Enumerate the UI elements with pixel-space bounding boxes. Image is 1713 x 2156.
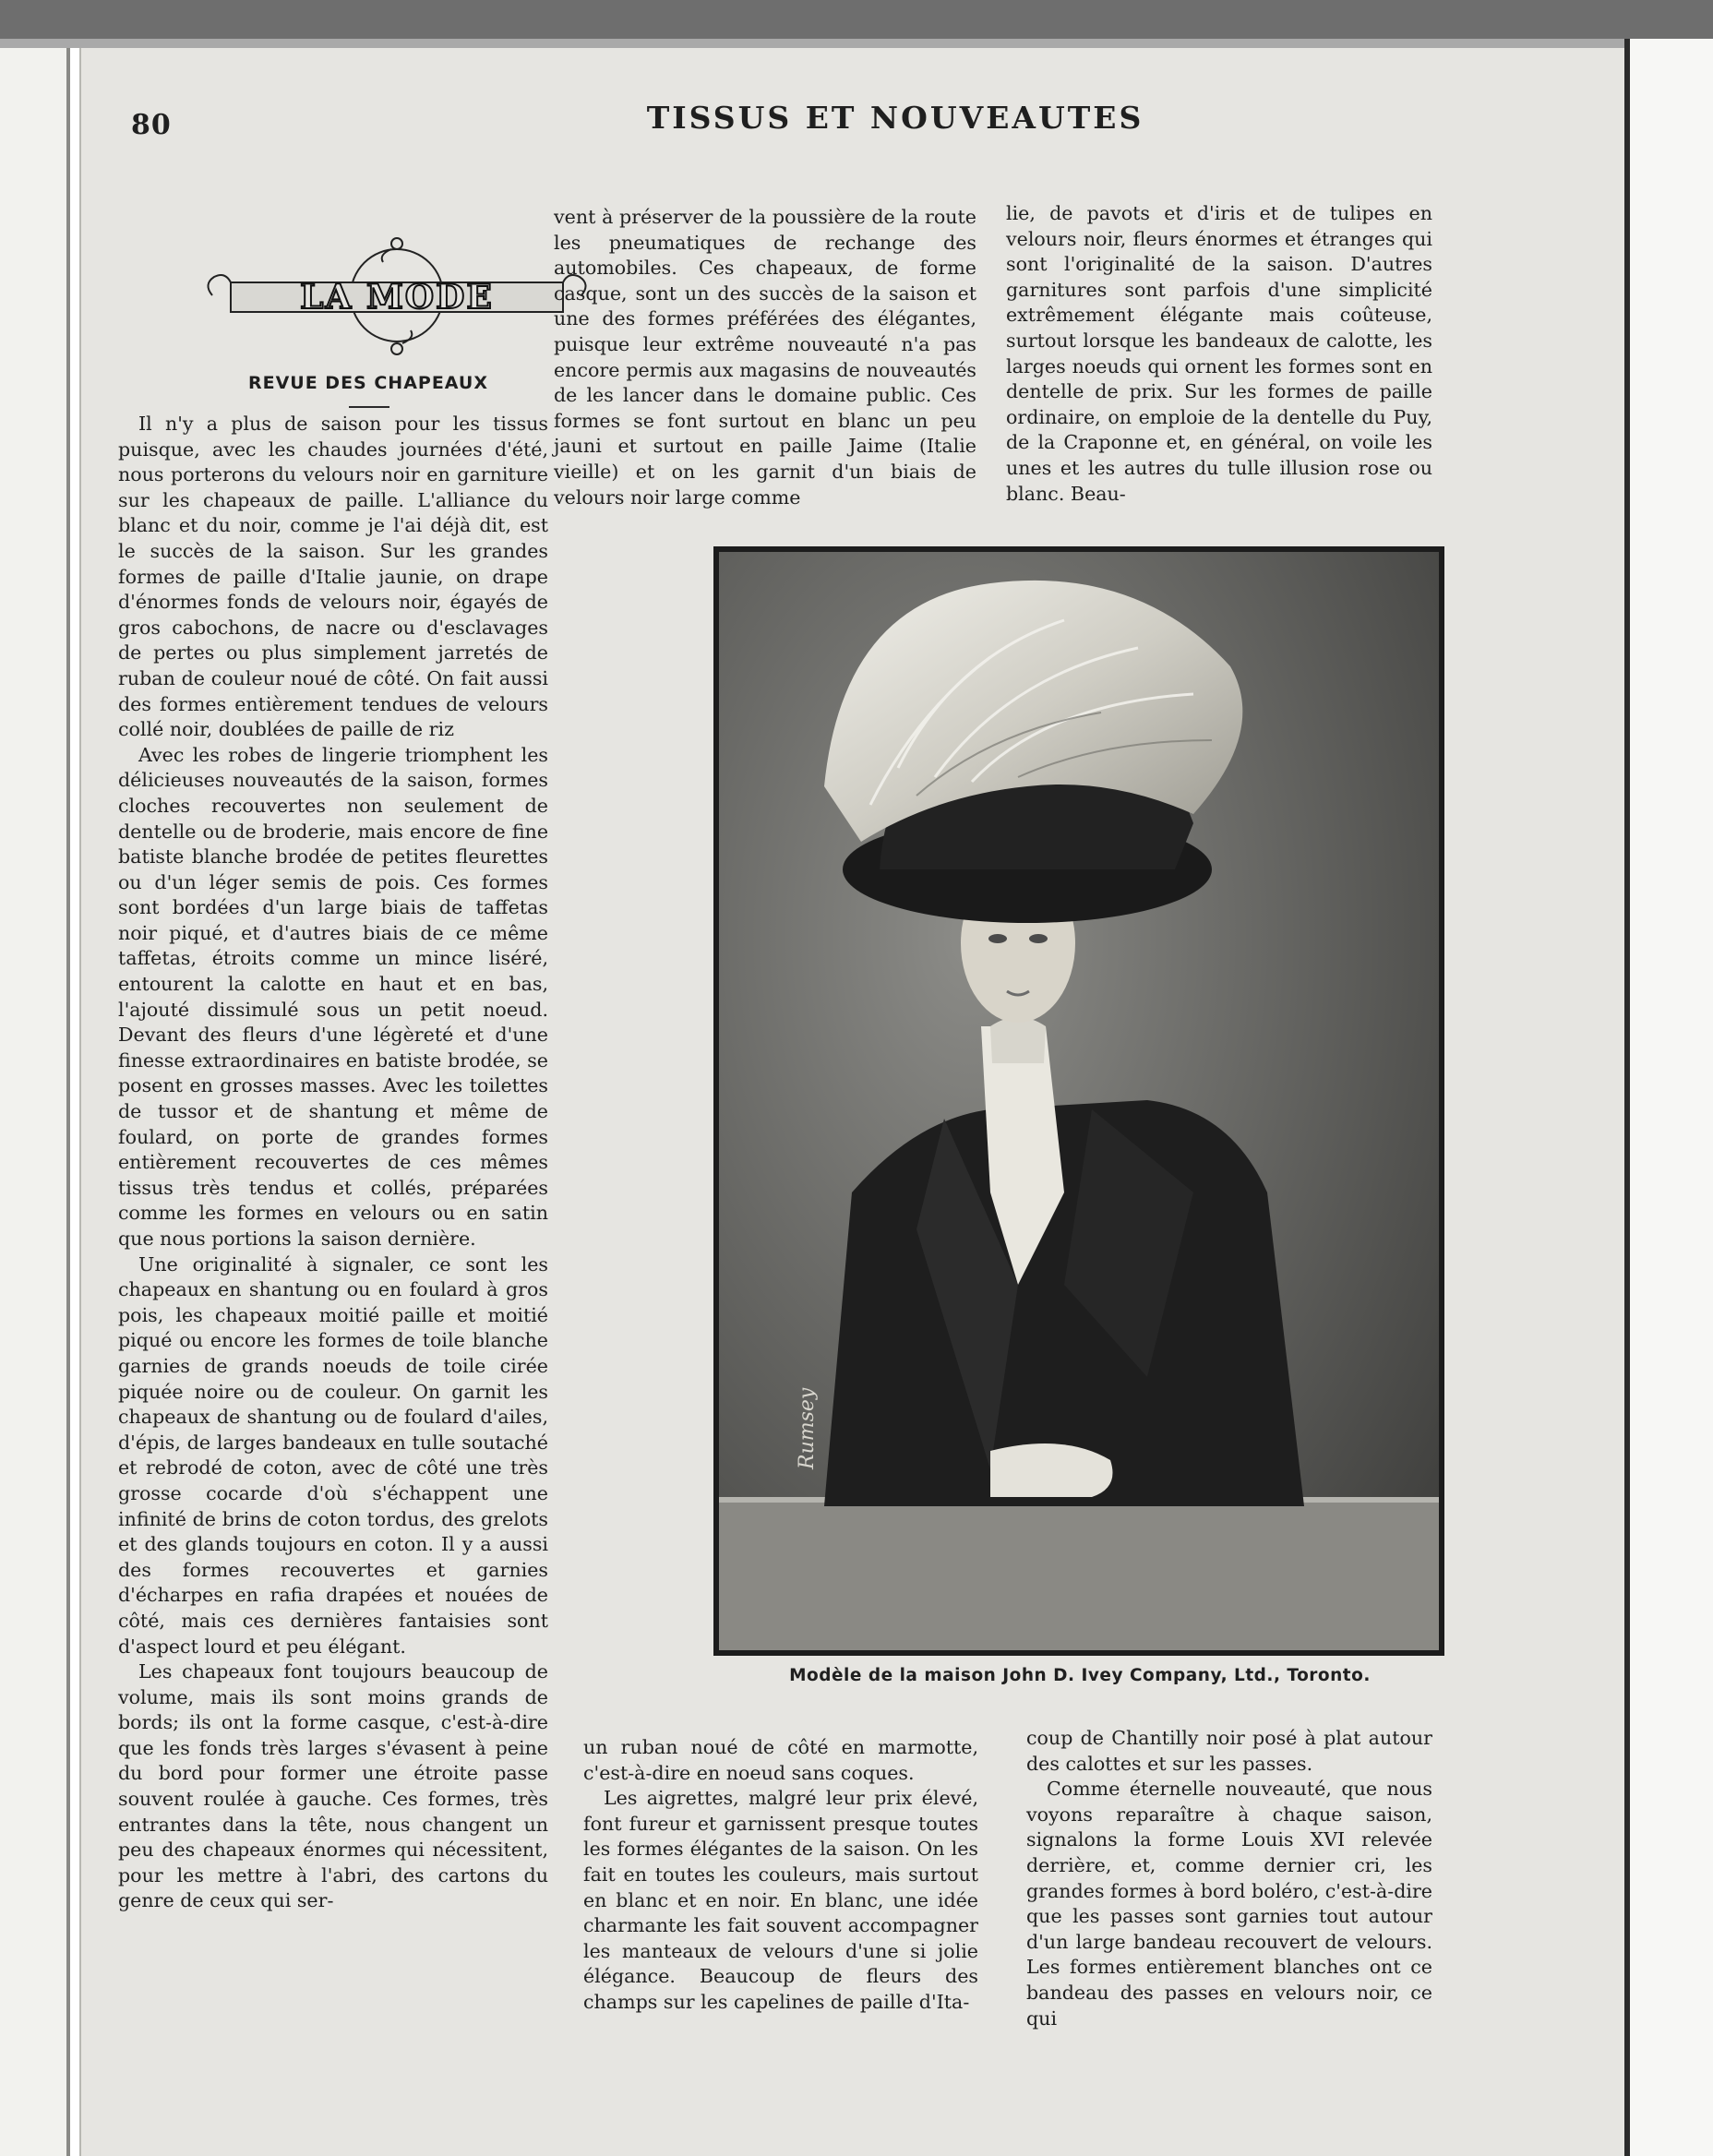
la-mode-logo bbox=[194, 229, 600, 363]
article-column-3-top bbox=[1006, 201, 1432, 507]
portrait-photograph bbox=[713, 546, 1444, 1656]
article-column-1 bbox=[118, 412, 548, 1914]
scan-left-margin bbox=[0, 48, 66, 2156]
photo-caption: Modèle de la maison John D. Ivey Company, Ltd., Toronto. bbox=[789, 1666, 1371, 1685]
scan-top-border bbox=[0, 0, 1713, 39]
photo-signature: Rumsey bbox=[796, 1387, 819, 1469]
col1-paragraph-2: Avec les robes de lingerie triomphent les délicieuses nouveautés de la saison, formes cloches recouvertes non seulement de dentelle ou de broderie, mais encore de fine batiste blanche brodée de petites fleurettes ou d'un léger semis de pois. Ces formes sont bordées d'un large biais de taffetas noir piqué, et d'autres biais de ce même taffetas, étroits comme un mince liséré, entourent la calotte en haut et en bas, l'ajouté dissimulé sous un petit noeud. Devant des fleurs d'une légèreté et d'une finesse extraordinaires en batiste brodée, se posent en grosses masses. Avec les toilettes de tussor et de shantung et même de foulard, on porte de grandes formes entièrement recouvertes de ces mêmes tissus très tendus et collés, préparées comme les formes en velours ou en satin que nous portions la saison dernière. bbox=[118, 743, 548, 1250]
col3-bottom-paragraph-2: Comme éternelle nouveauté, que nous voyons reparaître à chaque saison, signalons la forme Louis XVI relevée derrière, et, comme dernier cri, les grandes formes à bord boléro, c'est-à-dire que les passes sont garnies tout autour d'un large bandeau recouvert de velours. Les formes entièrement blanches ont ce bandeau des passes en velours noir, ce qui bbox=[1026, 1778, 1432, 2030]
article-column-2-top bbox=[554, 205, 976, 510]
section-heading: REVUE DES CHAPEAUX bbox=[247, 373, 489, 393]
col1-paragraph-3: Une originalité à signaler, ce sont les chapeaux en shantung ou en foulard à gros pois, les chapeaux moitié paille et moitié piqué ou encore les formes de toile blanche garnies de grands noeuds de toile cirée piquée noire ou de couleur. On garnit les chapeaux de shantung ou de foulard d'ailes, d'épis, de larges bandeaux en tulle soutaché et rebrodé de coton, avec de côté une très grosse cocarde d'où s'échappent une infinité de brins de coton tordus, des grelots et des glands toujours en coton. Il y a aussi des formes recouvertes et garnies d'écharpes en rafia drapées et nouées de côté, mais ces dernières fantaisies sont d'aspect lourd et peu élégant. bbox=[118, 1252, 548, 1658]
col1-paragraph-4: Les chapeaux font toujours beaucoup de volume, mais ils sont moins grands de bords; ils ont la forme casque, c'est-à-dire que les fonds très larges s'évasent à peine du bord pour former une étroite passe souvent roulée à gauche. Ces formes, très entrantes dans la tête, nous changent un peu des chapeaux énormes qui nécessitent, pour les mettre à l'abri, des cartons du genre de ceux qui ser- bbox=[118, 1660, 548, 1912]
col2-bottom-paragraph-2: Les aigrettes, malgré leur prix élevé, font fureur et garnissent presque toutes les formes élégantes de la saison. On les fait en toutes les couleurs, mais surtout en blanc et en noir. En blanc, une idée charmante les fait souvent accompagner les manteaux de velours d'une si jolie élégance. Beaucoup de fleurs des champs sur les capelines de paille d'Ita- bbox=[583, 1787, 978, 2013]
page-stack-edge bbox=[66, 48, 70, 2156]
running-title: TISSUS ET NOUVEAUTES bbox=[646, 100, 1144, 136]
heading-rule bbox=[349, 406, 389, 408]
col2-bottom-paragraph-1: un ruban noué de côté en marmotte, c'est-à-dire en noeud sans coques. bbox=[583, 1736, 978, 1784]
col3-top-text: lie, de pavots et d'iris et de tulipes en velours noir, fleurs énormes et étranges qui sont l'originalité de la saison. D'autres garnitures sont parfois d'une simplicité extrêmement élégante mais coûteuse, surtout lorsque les bandeaux de calotte, les larges noeuds qui ornent les formes sont en dentelle de prix. Sur les formes de paille ordinaire, on emploie de la dentelle du Puy, de la Craponne et, en général, on voile les unes et les autres du tulle illusion rose ou blanc. Beau- bbox=[1006, 202, 1432, 505]
col3-bottom-paragraph-1: coup de Chantilly noir posé à plat autour des calottes et sur les passes. bbox=[1026, 1727, 1432, 1775]
article-column-3-bottom bbox=[1026, 1726, 1432, 2031]
col2-top-text: vent à préserver de la poussière de la route les pneumatiques de rechange des automobiles. Ces chapeaux, de forme casque, sont un des succès de la saison et une des formes préférées des élégantes, puisque leur extrême nouveauté n'a pas encore permis aux magasins de nouveautés de les lancer dans le domaine public. Ces formes se font surtout en blanc un peu jauni et surtout en paille Jaime (Italie vieille) et on les garnit d'un biais de velours noir large comme bbox=[554, 206, 976, 509]
scan-top-shadow bbox=[0, 39, 1713, 48]
scan-right-margin bbox=[1630, 39, 1713, 2156]
page-number: 80 bbox=[131, 109, 172, 141]
col1-paragraph-1: Il n'y a plus de saison pour les tissus puisque, avec les chaudes journées d'été, nous porterons du velours noir en garniture sur les chapeaux de paille. L'alliance du blanc et du noir, comme je l'ai déjà dit, est le succès de la saison. Sur les grandes formes de paille d'Italie jaunie, on drape d'énormes fonds de velours noir, égayés de gros cabochons, de nacre ou d'esclavages de pertes ou plus simplement jarretés de ruban de couleur noué de côté. On fait aussi des formes entièrement tendues de velours collé noir, doublées de paille de riz bbox=[118, 413, 548, 741]
article-column-2-bottom bbox=[583, 1735, 978, 2016]
logo-text: LA MODE bbox=[300, 278, 494, 317]
